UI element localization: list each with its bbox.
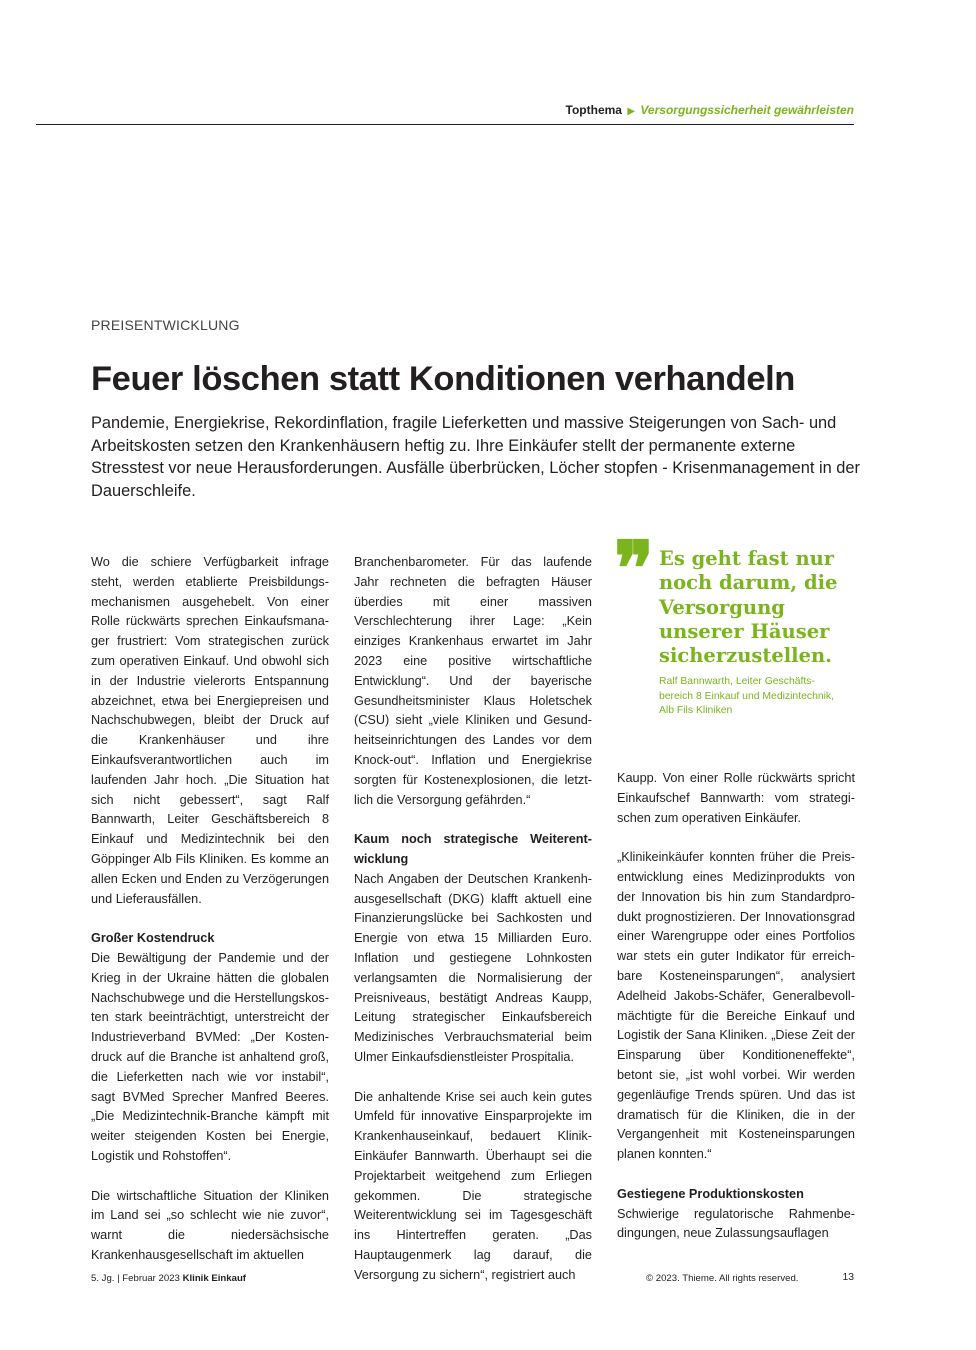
footer-issue: 5. Jg. | Februar 2023 [91,1273,180,1284]
paragraph: „Klinikeinkäufer konnten früher die Preisentwicklung eines Medizinprodukts von der Innovation bis hin zum Standardprodukt prognostizieren. Der Innovationsgrad einer Warengruppe oder eines Portfolios war stets ein guter Indikator für erreichbare Kosteneinsparungen“, analysiert Adelheid Jakobs-Schäfer, Generalbevollmächtigte für die Bereiche Einkauf und Logistik der Sana Kliniken. „Diese Zeit der Einsparung über Konditioneneffekte“, betont sie, „ist wohl vorbei. Wir werden gegenläufige Trends spüren. Und das ist dramatisch für die Kliniken, die in der Vergangenheit mit Kosteneinsparungen planen konnten.“ [617,850,855,1162]
running-head-topic: Versorgungssicherheit gewährleisten [640,103,854,117]
pull-quote-source: Ralf Bannwarth, Leiter Geschäftsbereich 8 Einkauf und Medizintechnik, Alb Fils Kliniken [659,676,835,716]
article-headline: Feuer löschen statt Konditionen verhandeln [91,360,795,398]
running-head [566,102,854,120]
footer-issue-info [91,1273,246,1284]
article-lead: Pandemie, Energiekrise, Rekordinflation, fragile Lieferketten und massive Steigerungen von Sach- und Arbeitskosten setzen den Krankenhäusern heftig zu. Ihre Einkäufer stellt der permanente externe Stresstest vor neue Herausforderungen. Ausfälle überbrücken, Löcher stopfen - Krisenmanagement in der Dauerschleife. [91,414,860,500]
paragraph: Kaupp. Von einer Rolle rückwärts spricht Einkaufschef Bannwarth: vom strategischen zum operativen Einkäufer. [617,771,855,825]
paragraph: Die wirtschaftliche Situation der Kliniken im Land sei „so schlecht wie nie zuvor“, warnt die niedersächsische Krankenhausgesellschaft im aktuellen [91,1188,329,1262]
subheading: Kaum noch strategische Weiterentwicklung [354,832,592,866]
text-column-2 [354,553,592,1285]
header-rule [36,124,854,125]
pull-quote-text: Es geht fast nur noch darum, die Versorgung unserer Häuser sicherzustellen. [659,547,838,668]
article-kicker: PREISENTWICKLUNG [91,317,240,333]
subheading: Gestiegene Produktionskosten [617,1186,804,1201]
paragraph: Branchenbarometer. Für das laufende Jahr rechneten die befragten Häuser überdies mit einer massiven Verschlechterung ihrer Lage: „Kein einziges Krankenhaus erwartet im Jahr 2023 eine positive wirtschaftliche Entwicklung“. Und der bayerische Gesundheitsminister Klaus Holetschek (CSU) sieht „viele Kliniken und Gesundheitseinrichtungen des Landes vor dem Knock-out“. Inflation und Energiekrise sorgten für Kostenexplosionen, die letztlich die Versorgung gefährden.“ [354,555,592,807]
page-number: 13 [842,1272,854,1283]
text-column-1 [91,553,329,1266]
footer-magazine: Klinik Einkauf [182,1273,246,1284]
text-column-3 [617,769,855,1244]
paragraph: Die anhaltende Krise sei auch kein gutes Umfeld für innovative Einsparprojekte im Krankenhauseinkauf, bedauert Klinik-Einkäufer Bannwarth. Überhaupt sei die Projektarbeit weitgehend zum Erliegen gekommen. Die strategische Weiterentwicklung sei im Tagesgeschäft ins Hintertreffen geraten. „Das Hauptaugenmerk lag darauf, die Versorgung zu sichern“, registriert auch [354,1089,592,1282]
paragraph: Schwierige regulatorische Rahmenbedingungen, neue Zulassungsauflagen [617,1206,855,1241]
paragraph: Nach Angaben der Deutschen Krankenhausgesellschaft (DKG) klafft aktuell eine Finanzierungslücke bei Sachkosten und Energie von etwa 15 Milliarden Euro. Inflation und gestiegene Lohnkosten verlangsamten die Normalisierung der Preisniveaus, bestätigt Andreas Kaupp, Leitung strategischer Einkaufsbereich Medizinisches Verbrauchsmaterial beim Ulmer Einkaufsdienstleister Prospitalia. [354,871,592,1064]
paragraph: Die Bewältigung der Pandemie und der Krieg in der Ukraine hätten die globalen Nachschubwege und die Herstellungskosten stark beeinträchtigt, unterstreicht der Industrieverband BVMed: „Der Kostendruck auf die Branche ist anhaltend groß, die Lieferketten nach wie vor instabil“, sagt BVMed Sprecher Manfred Beeres. „Die Medizintechnik-Branche kämpft mit weiter steigenden Kosten bei Energie, Logistik und Rohstoffen“. [91,950,329,1163]
subheading: Großer Kostendruck [91,931,215,946]
paragraph: Wo die schiere Verfügbarkeit infrage steht, werden etablierte Preisbildungsmechanismen ausgehebelt. Von einer Rolle rückwärts sprechen Einkaufsmanager frustriert: Vom strategischen zurück zum operativen Einkauf. Und obwohl sich in der Industrie vielerorts Entspannung abzeichnet, etwa bei Energiepreisen und Nachschubwegen, bleibt der Druck auf die Krankenhäuser und ihre Einkaufsverantwortlichen auch im laufenden Jahr hoch. „Die Situation hat sich nicht gebessert“, sagt Ralf Bannwarth, Leiter Geschäftsbereich 8 Einkauf und Medizintechnik bei den Göppinger Alb Fils Kliniken. Es komme an allen Ecken und Enden zu Verzögerungen und Lieferausfällen. [91,555,329,906]
quotation-mark-icon: ❞ [614,526,654,612]
footer-copyright: © 2023. Thieme. All rights reserved. [646,1273,799,1284]
triangle-arrow-icon: ▶ [627,106,636,117]
running-head-section: Topthema [565,103,622,117]
